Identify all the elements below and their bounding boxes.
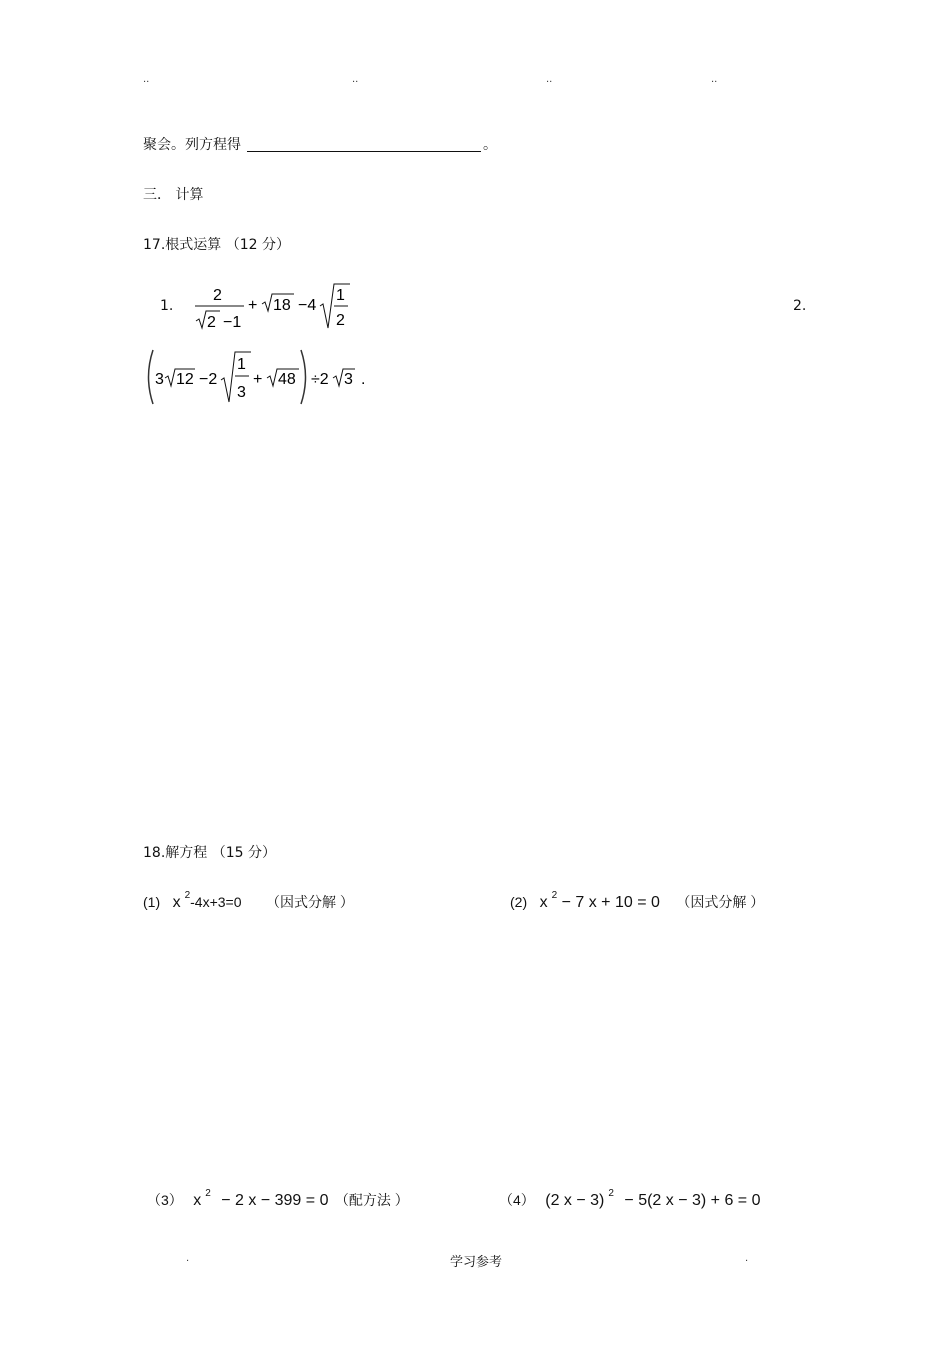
q18-p3-exp: 2 [205,1188,211,1199]
p2-period: . [361,371,366,388]
p2-root-b: 48 [278,371,296,388]
p1-minus-four: −4 [298,297,317,314]
q18-p3-label: （3） [147,1192,183,1208]
p1-frac-num: 1 [336,287,345,304]
p2-three: 3 [155,371,164,388]
q18-p4-rest: − 5(2 x − 3) + 6 = 0 [624,1192,761,1209]
footer-left-dot: . [186,1253,190,1264]
q18-p2-label: (2) [510,894,528,910]
q18-p1-rest: -4x+3=0 [190,894,242,910]
q17-p1-label: 1. [160,298,174,314]
q18-p1-exp: 2 [184,890,191,901]
p1-minus-one: −1 [223,314,242,331]
q18-p2 [510,892,764,912]
p1-numerator: 2 [213,287,222,304]
q18-p4-exp: 2 [608,1188,614,1199]
q17-p2-formula [143,346,383,408]
q18-p1-label: (1) [143,894,161,910]
header-dot-1: .. [143,74,150,85]
answer-blank[interactable] [247,137,481,152]
q18-p2-rest: − 7 x + 10 = 0 [561,894,660,911]
p1-root-a: 2 [207,314,216,331]
q18-p1-method: （因式分解 ） [265,894,354,910]
p1-root-b: 18 [273,297,291,314]
q18-p4-base: (2 x − 3) [545,1192,605,1209]
q18-p2-exp: 2 [551,890,558,901]
q17-p1-formula [190,280,360,334]
q16-tail-text: 聚会。列方程得 [143,137,241,153]
header-dot-3: .. [546,74,553,85]
p2-right-paren [301,350,306,404]
p2-frac-den: 3 [237,384,246,401]
footer-center-text: 学习参考 [450,1255,503,1270]
p2-divide: ÷2 [311,371,329,388]
q17-title: 17.根式运算 （12 分） [143,237,290,253]
q18-p3 [147,1190,409,1210]
q18-p2-x: x [539,894,548,911]
q18-p3-method: （配方法 ） [334,1192,409,1208]
q18-title: 18.解方程 （15 分） [143,845,276,861]
header-dot-2: .. [352,74,359,85]
q16-tail-end: 。 [483,137,497,153]
p1-plus: + [248,297,258,314]
q18-p2-method: （因式分解 ） [676,894,765,910]
q18-p4-label: （4） [499,1192,535,1208]
p2-left-paren [149,350,154,404]
q17-p2-label: 2. [793,298,807,314]
p2-plus: + [253,371,263,388]
section-heading: 三． 计算 [143,187,204,203]
p2-root-c: 3 [344,371,353,388]
p2-minus-two: −2 [199,371,218,388]
header-dot-4: .. [711,74,718,85]
footer-right-dot: . [745,1253,749,1264]
p2-sqrt-sign-b [221,352,251,402]
q18-p1 [143,892,354,912]
q18-p1-x: x [172,894,181,911]
p2-frac-num: 1 [237,356,246,373]
q18-p3-rest: − 2 x − 399 = 0 [221,1192,329,1209]
q18-p3-x: x [193,1192,202,1209]
q18-p4 [499,1190,761,1210]
p1-frac-den: 2 [336,312,345,329]
q16-tail-line [143,134,497,154]
p2-root-a: 12 [176,371,194,388]
